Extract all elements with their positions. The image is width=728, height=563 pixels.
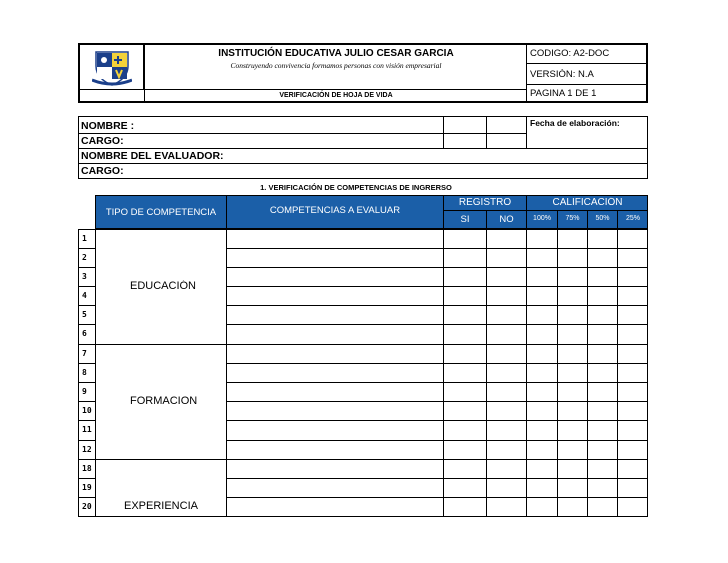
row-line-cells	[226, 420, 648, 421]
row-line-cells	[226, 363, 648, 364]
row-line-cells	[226, 286, 648, 287]
row-line-num	[78, 286, 95, 287]
row-line-num	[78, 363, 95, 364]
row-line-cells	[226, 248, 648, 249]
group-separator	[95, 344, 226, 345]
col-calificacion-header: CALIFICACIÓN	[552, 197, 623, 208]
group-separator	[95, 459, 226, 460]
group-experience-label: EXPERIENCIA	[124, 500, 198, 512]
table-row	[78, 229, 648, 248]
document-version: VERSIÓN: N.A	[530, 69, 594, 80]
document-code: CODIGO: A2-DOC	[530, 48, 610, 59]
row-number: 4	[82, 291, 87, 300]
row-number: 20	[82, 502, 92, 511]
row-line-cells	[226, 459, 648, 460]
group-education-label: EDUCACIÓN	[130, 280, 197, 292]
row-number: 9	[82, 387, 87, 396]
school-crest-logo	[92, 50, 132, 86]
header-left-divider	[144, 45, 145, 101]
col-line	[587, 229, 588, 517]
row-line-cells	[226, 401, 648, 402]
table-row	[78, 324, 648, 343]
row-line-cells	[226, 382, 648, 383]
row-number: 1	[82, 234, 87, 243]
version-divider	[526, 84, 646, 85]
info-vline-2	[486, 116, 487, 148]
row-line-num	[78, 267, 95, 268]
col-line	[486, 229, 487, 517]
col-line	[617, 229, 618, 517]
col-si-header: SI	[460, 214, 470, 225]
header-right-divider	[526, 45, 527, 101]
col-type-header: TIPO DE COMPETENCIA	[105, 207, 217, 218]
row-line-cells	[226, 478, 648, 479]
row-line-cells	[226, 267, 648, 268]
col-line	[647, 229, 648, 517]
row-line-num	[78, 324, 95, 325]
table-row	[78, 440, 648, 459]
row-number: 11	[82, 425, 92, 434]
row-number: 3	[82, 272, 87, 281]
col-competencies-header: COMPETENCIAS A EVALUAR	[269, 205, 401, 216]
col-line	[226, 229, 227, 517]
group-separator	[95, 229, 226, 230]
row-line-cells	[226, 440, 648, 441]
evaluator-label: NOMBRE DEL EVALUADOR:	[81, 150, 224, 162]
position2-label: CARGO:	[81, 165, 124, 177]
position-label: CARGO:	[81, 135, 124, 147]
row-line-num	[78, 248, 95, 249]
table-row	[78, 363, 648, 382]
row-number: 5	[82, 310, 87, 319]
row-line-num	[78, 229, 95, 230]
row-line-num	[78, 440, 95, 441]
row-line-num	[78, 401, 95, 402]
percent-25: 25%	[625, 215, 640, 222]
row-number: 19	[82, 483, 92, 492]
table-row	[78, 478, 648, 497]
row-number: 2	[82, 253, 87, 262]
row-line-num	[78, 459, 95, 460]
info-vline-3	[526, 116, 527, 148]
competency-table-body	[78, 229, 648, 519]
row-line-num	[78, 420, 95, 421]
row-line-num	[78, 497, 95, 498]
institution-slogan: Construyendo convivencia formamos personas con visión empresarial	[230, 61, 442, 70]
row-number: 7	[82, 349, 87, 358]
col-line	[557, 229, 558, 517]
row-line-cells	[226, 344, 648, 345]
row-line-cells	[226, 324, 648, 325]
institution-name: INSTITUCIÓN EDUCATIVA JULIO CESAR GARCIA	[218, 48, 454, 59]
col-line	[78, 229, 79, 517]
table-row	[78, 305, 648, 324]
table-row	[78, 420, 648, 439]
info-vline-1	[443, 116, 444, 148]
code-divider	[526, 63, 646, 64]
section-title: 1. VERIFICACIÓN DE COMPETENCIAS DE INGRERSO	[260, 183, 452, 192]
col-line	[95, 229, 96, 517]
percent-100: 100%	[533, 215, 551, 222]
row-number: 6	[82, 329, 87, 338]
document-title: VERIFICACIÓN DE HOJA DE VIDA	[279, 92, 393, 99]
document-page: PAGINA 1 DE 1	[530, 88, 597, 99]
row-line-num	[78, 305, 95, 306]
table-row	[78, 459, 648, 478]
row-number: 10	[82, 406, 92, 415]
row-number: 8	[82, 368, 87, 377]
row-number: 18	[82, 464, 92, 473]
row-line-cells	[226, 229, 648, 230]
row-line-cells	[226, 305, 648, 306]
group-formation-label: FORMACION	[130, 395, 198, 407]
row-line-num	[78, 344, 95, 345]
row-number: 12	[82, 445, 92, 454]
col-no-header: NO	[499, 214, 514, 225]
col-line	[526, 229, 527, 517]
name-label: NOMBRE :	[81, 119, 135, 132]
date-label: Fecha de elaboración:	[530, 118, 620, 128]
col-registro-header: REGISTRO	[458, 197, 512, 208]
percent-50: 50%	[595, 215, 610, 222]
table-row	[78, 248, 648, 267]
table-row	[78, 344, 648, 363]
row-line-num	[78, 478, 95, 479]
row-line-num	[78, 382, 95, 383]
group-separator	[95, 516, 226, 517]
row-line-cells	[226, 497, 648, 498]
col-line	[443, 229, 444, 517]
percent-75: 75%	[565, 215, 580, 222]
